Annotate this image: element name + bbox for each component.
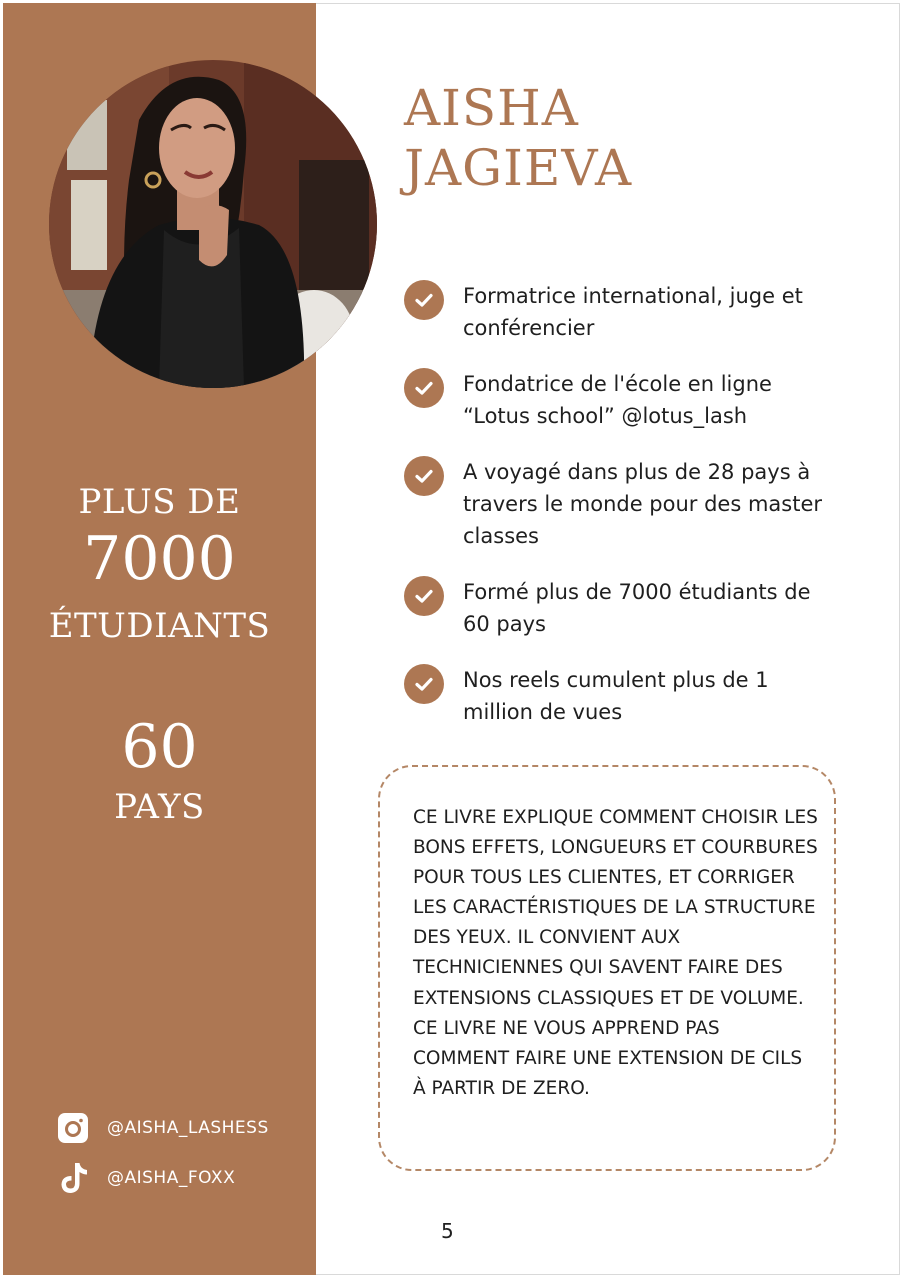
list-item — [404, 280, 843, 344]
profile-photo — [49, 60, 377, 388]
list-item-text: Formé plus de 7000 étudiants de 60 pays — [463, 580, 811, 636]
book-description-box — [378, 765, 836, 1171]
students-prefix: PLUS DE — [78, 482, 241, 522]
list-item-text: Formatrice international, juge et conférencier — [463, 284, 803, 340]
list-item — [404, 664, 843, 728]
instagram-handle: @AISHA_LASHESS — [107, 1118, 269, 1138]
tiktok-link[interactable] — [58, 1163, 235, 1193]
check-circle-icon — [404, 576, 444, 616]
check-circle-icon — [404, 456, 444, 496]
list-item — [404, 456, 843, 552]
students-count: 7000 — [83, 524, 236, 594]
profile-name — [404, 78, 632, 198]
countries-label: PAYS — [114, 787, 205, 827]
instagram-link[interactable] — [58, 1113, 269, 1143]
last-name: JAGIEVA — [404, 139, 633, 197]
check-circle-icon — [404, 368, 444, 408]
list-item-text: A voyagé dans plus de 28 pays à travers le monde pour des master classes — [463, 460, 823, 548]
instagram-icon — [58, 1113, 88, 1143]
page-number: 5 — [441, 1219, 454, 1243]
tiktok-handle: @AISHA_FOXX — [107, 1168, 236, 1188]
tiktok-icon — [58, 1163, 88, 1193]
list-item-text: Fondatrice de l'école en ligne “Lotus school” @lotus_lash — [463, 372, 772, 428]
countries-count: 60 — [121, 712, 198, 782]
first-name: AISHA — [404, 79, 579, 137]
list-item — [404, 576, 843, 640]
list-item — [404, 368, 843, 432]
list-item-text: Nos reels cumulent plus de 1 million de vues — [463, 668, 769, 724]
students-label: ÉTUDIANTS — [48, 606, 271, 646]
book-description: CE LIVRE EXPLIQUE COMMENT CHOISIR LES BONS EFFETS, LONGUEURS ET COURBURES POUR TOUS LES CLIENTES, ET CORRIGER LES CARACTÉRISTIQUES DE LA STRUCTURE DES YEUX. IL CONVIENT AUX TECHNICIENNES QUI SAVENT FAIRE DES EXTENSIONS CLASSIQUES ET DE VOLUME. CE LIVRE NE VOUS APPREND PAS COMMENT FAIRE UNE EXTENSION DE CILS À PARTIR DE ZERO. — [413, 807, 818, 1099]
check-circle-icon — [404, 280, 444, 320]
check-circle-icon — [404, 664, 444, 704]
